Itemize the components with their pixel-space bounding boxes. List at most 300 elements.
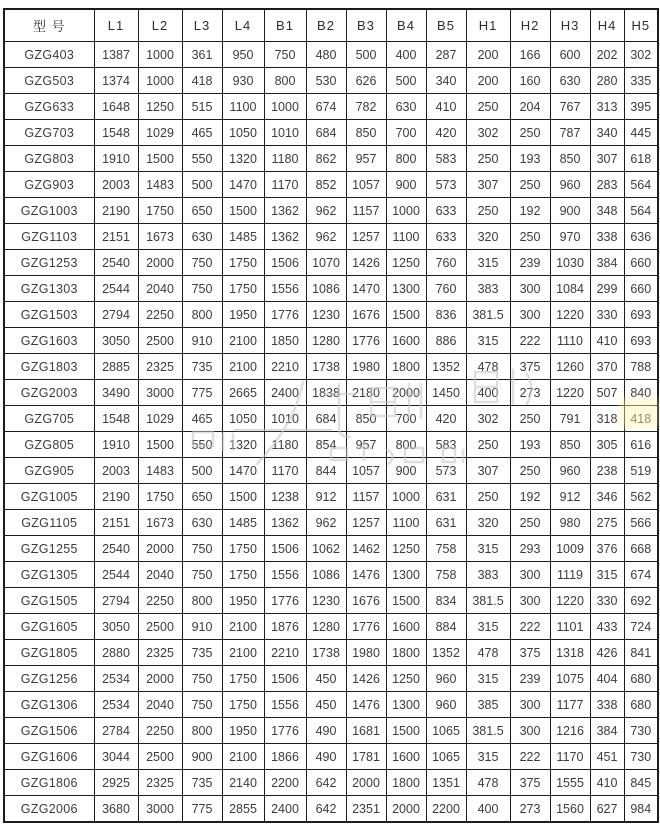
value-cell: 730 <box>624 744 658 770</box>
model-cell: GZG1253 <box>4 250 94 276</box>
value-cell: 1009 <box>550 536 590 562</box>
value-cell: 1110 <box>550 328 590 354</box>
value-cell: 1838 <box>306 380 346 406</box>
value-cell: 573 <box>426 458 466 484</box>
value-cell: 1548 <box>94 120 138 146</box>
table-row <box>4 432 658 458</box>
value-cell: 1560 <box>550 796 590 823</box>
column-header: B3 <box>346 9 386 42</box>
value-cell: 900 <box>386 458 426 484</box>
table-body <box>4 42 658 823</box>
value-cell: 500 <box>182 458 222 484</box>
value-cell: 1776 <box>264 588 306 614</box>
value-cell: 420 <box>426 406 466 432</box>
value-cell: 300 <box>510 718 550 744</box>
value-cell: 957 <box>346 432 386 458</box>
value-cell: 1910 <box>94 432 138 458</box>
value-cell: 1065 <box>426 744 466 770</box>
value-cell: 3050 <box>94 328 138 354</box>
value-cell: 1548 <box>94 406 138 432</box>
value-cell: 315 <box>466 744 510 770</box>
value-cell: 1374 <box>94 68 138 94</box>
model-cell: GZG2006 <box>4 796 94 823</box>
value-cell: 1180 <box>264 146 306 172</box>
column-header: H1 <box>466 9 510 42</box>
value-cell: 1000 <box>386 198 426 224</box>
value-cell: 852 <box>306 172 346 198</box>
table-row <box>4 718 658 744</box>
value-cell: 1676 <box>346 588 386 614</box>
value-cell: 1057 <box>346 172 386 198</box>
column-header: H4 <box>590 9 624 42</box>
value-cell: 1250 <box>138 94 182 120</box>
value-cell: 1250 <box>386 250 426 276</box>
value-cell: 674 <box>306 94 346 120</box>
value-cell: 884 <box>426 614 466 640</box>
table-row <box>4 250 658 276</box>
value-cell: 1750 <box>222 692 264 718</box>
value-cell: 693 <box>624 328 658 354</box>
value-cell: 1075 <box>550 666 590 692</box>
value-cell: 1776 <box>346 614 386 640</box>
value-cell: 583 <box>426 146 466 172</box>
value-cell: 758 <box>426 562 466 588</box>
table-row <box>4 666 658 692</box>
value-cell: 1230 <box>306 302 346 328</box>
value-cell: 307 <box>590 146 624 172</box>
model-cell: GZG1005 <box>4 484 94 510</box>
value-cell: 2534 <box>94 692 138 718</box>
value-cell: 775 <box>182 380 222 406</box>
value-cell: 490 <box>306 744 346 770</box>
value-cell: 1500 <box>138 146 182 172</box>
value-cell: 490 <box>306 718 346 744</box>
value-cell: 684 <box>306 120 346 146</box>
value-cell: 1250 <box>386 536 426 562</box>
value-cell: 1776 <box>264 718 306 744</box>
value-cell: 1238 <box>264 484 306 510</box>
value-cell: 1476 <box>346 562 386 588</box>
value-cell: 844 <box>306 458 346 484</box>
value-cell: 2351 <box>346 796 386 823</box>
value-cell: 1362 <box>264 224 306 250</box>
value-cell: 750 <box>182 250 222 276</box>
value-cell: 1506 <box>264 536 306 562</box>
value-cell: 2003 <box>94 458 138 484</box>
value-cell: 636 <box>624 224 658 250</box>
table-row <box>4 120 658 146</box>
value-cell: 2000 <box>138 536 182 562</box>
model-cell: GZG503 <box>4 68 94 94</box>
value-cell: 562 <box>624 484 658 510</box>
value-cell: 850 <box>346 406 386 432</box>
value-cell: 735 <box>182 770 222 796</box>
value-cell: 1500 <box>222 198 264 224</box>
value-cell: 1362 <box>264 510 306 536</box>
value-cell: 618 <box>624 146 658 172</box>
value-cell: 507 <box>590 380 624 406</box>
model-cell: GZG1305 <box>4 562 94 588</box>
value-cell: 1300 <box>386 692 426 718</box>
column-header: H2 <box>510 9 550 42</box>
column-header: L2 <box>138 9 182 42</box>
value-cell: 340 <box>590 120 624 146</box>
value-cell: 478 <box>466 640 510 666</box>
value-cell: 750 <box>182 276 222 302</box>
table-row <box>4 328 658 354</box>
value-cell: 2190 <box>94 484 138 510</box>
value-cell: 692 <box>624 588 658 614</box>
value-cell: 2190 <box>94 198 138 224</box>
value-cell: 383 <box>466 276 510 302</box>
value-cell: 1470 <box>222 172 264 198</box>
model-cell: GZG703 <box>4 120 94 146</box>
value-cell: 1065 <box>426 718 466 744</box>
value-cell: 1000 <box>386 484 426 510</box>
column-header: H5 <box>624 9 658 42</box>
value-cell: 283 <box>590 172 624 198</box>
value-cell: 631 <box>426 510 466 536</box>
value-cell: 1352 <box>426 354 466 380</box>
table-row <box>4 796 658 823</box>
model-cell: GZG2003 <box>4 380 94 406</box>
value-cell: 730 <box>624 718 658 744</box>
value-cell: 318 <box>590 406 624 432</box>
value-cell: 250 <box>510 172 550 198</box>
value-cell: 1280 <box>306 328 346 354</box>
value-cell: 1866 <box>264 744 306 770</box>
value-cell: 630 <box>386 94 426 120</box>
model-cell: GZG1803 <box>4 354 94 380</box>
value-cell: 900 <box>182 744 222 770</box>
value-cell: 340 <box>426 68 466 94</box>
value-cell: 1485 <box>222 224 264 250</box>
value-cell: 3000 <box>138 380 182 406</box>
value-cell: 1426 <box>346 250 386 276</box>
value-cell: 1681 <box>346 718 386 744</box>
value-cell: 385 <box>466 692 510 718</box>
model-cell: GZG1606 <box>4 744 94 770</box>
value-cell: 305 <box>590 432 624 458</box>
value-cell: 315 <box>590 562 624 588</box>
value-cell: 550 <box>182 432 222 458</box>
value-cell: 1676 <box>346 302 386 328</box>
value-cell: 300 <box>510 562 550 588</box>
value-cell: 2100 <box>222 328 264 354</box>
value-cell: 775 <box>182 796 222 823</box>
value-cell: 315 <box>466 328 510 354</box>
model-cell: GZG1255 <box>4 536 94 562</box>
value-cell: 2885 <box>94 354 138 380</box>
value-cell: 1450 <box>426 380 466 406</box>
value-cell: 2500 <box>138 328 182 354</box>
value-cell: 1500 <box>222 484 264 510</box>
value-cell: 674 <box>624 562 658 588</box>
value-cell: 2040 <box>138 692 182 718</box>
value-cell: 1057 <box>346 458 386 484</box>
value-cell: 650 <box>182 198 222 224</box>
value-cell: 791 <box>550 406 590 432</box>
value-cell: 375 <box>510 640 550 666</box>
value-cell: 680 <box>624 666 658 692</box>
value-cell: 376 <box>590 536 624 562</box>
model-cell: GZG1103 <box>4 224 94 250</box>
value-cell: 962 <box>306 224 346 250</box>
value-cell: 1180 <box>264 432 306 458</box>
value-cell: 238 <box>590 458 624 484</box>
value-cell: 1084 <box>550 276 590 302</box>
value-cell: 750 <box>182 666 222 692</box>
value-cell: 1157 <box>346 198 386 224</box>
value-cell: 2000 <box>386 796 426 823</box>
value-cell: 700 <box>386 406 426 432</box>
model-cell: GZG1506 <box>4 718 94 744</box>
table-row <box>4 744 658 770</box>
value-cell: 375 <box>510 770 550 796</box>
value-cell: 800 <box>182 588 222 614</box>
value-cell: 1260 <box>550 354 590 380</box>
value-cell: 1000 <box>138 42 182 68</box>
value-cell: 2003 <box>94 172 138 198</box>
value-cell: 960 <box>550 458 590 484</box>
value-cell: 960 <box>426 666 466 692</box>
value-cell: 1600 <box>386 614 426 640</box>
value-cell: 2200 <box>426 796 466 823</box>
table-row <box>4 276 658 302</box>
value-cell: 1177 <box>550 692 590 718</box>
value-cell: 287 <box>426 42 466 68</box>
value-cell: 2040 <box>138 562 182 588</box>
value-cell: 668 <box>624 536 658 562</box>
model-cell: GZG705 <box>4 406 94 432</box>
value-cell: 302 <box>466 406 510 432</box>
value-cell: 1070 <box>306 250 346 276</box>
value-cell: 361 <box>182 42 222 68</box>
value-cell: 1776 <box>264 302 306 328</box>
value-cell: 2000 <box>346 770 386 796</box>
value-cell: 758 <box>426 536 466 562</box>
value-cell: 193 <box>510 146 550 172</box>
model-cell: GZG903 <box>4 172 94 198</box>
value-cell: 1029 <box>138 406 182 432</box>
value-cell: 850 <box>550 432 590 458</box>
value-cell: 1555 <box>550 770 590 796</box>
value-cell: 1318 <box>550 640 590 666</box>
table-row <box>4 588 658 614</box>
value-cell: 404 <box>590 666 624 692</box>
value-cell: 193 <box>510 432 550 458</box>
value-cell: 900 <box>386 172 426 198</box>
value-cell: 250 <box>510 458 550 484</box>
value-cell: 160 <box>510 68 550 94</box>
value-cell: 782 <box>346 94 386 120</box>
value-cell: 910 <box>182 328 222 354</box>
value-cell: 2210 <box>264 640 306 666</box>
value-cell: 2250 <box>138 588 182 614</box>
value-cell: 2100 <box>222 354 264 380</box>
table-row <box>4 302 658 328</box>
value-cell: 338 <box>590 692 624 718</box>
table-row <box>4 640 658 666</box>
value-cell: 854 <box>306 432 346 458</box>
value-cell: 1476 <box>346 692 386 718</box>
value-cell: 250 <box>466 432 510 458</box>
value-cell: 330 <box>590 588 624 614</box>
value-cell: 1750 <box>138 198 182 224</box>
value-cell: 960 <box>550 172 590 198</box>
value-cell: 840 <box>624 380 658 406</box>
value-cell: 642 <box>306 796 346 823</box>
model-cell: GZG1303 <box>4 276 94 302</box>
table-row <box>4 354 658 380</box>
value-cell: 626 <box>346 68 386 94</box>
value-cell: 192 <box>510 198 550 224</box>
value-cell: 1738 <box>306 354 346 380</box>
value-cell: 750 <box>264 42 306 68</box>
value-cell: 788 <box>624 354 658 380</box>
value-cell: 315 <box>466 666 510 692</box>
table-row <box>4 146 658 172</box>
value-cell: 2000 <box>138 250 182 276</box>
value-cell: 735 <box>182 354 222 380</box>
value-cell: 2544 <box>94 562 138 588</box>
value-cell: 1220 <box>550 302 590 328</box>
value-cell: 250 <box>466 146 510 172</box>
value-cell: 1010 <box>264 406 306 432</box>
column-header: 型 号 <box>4 9 94 42</box>
value-cell: 960 <box>426 692 466 718</box>
model-cell: GZG1105 <box>4 510 94 536</box>
value-cell: 410 <box>590 770 624 796</box>
value-cell: 300 <box>510 276 550 302</box>
model-cell: GZG1256 <box>4 666 94 692</box>
value-cell: 750 <box>182 692 222 718</box>
value-cell: 420 <box>426 120 466 146</box>
value-cell: 1910 <box>94 146 138 172</box>
value-cell: 984 <box>624 796 658 823</box>
value-cell: 2140 <box>222 770 264 796</box>
value-cell: 1556 <box>264 562 306 588</box>
value-cell: 3490 <box>94 380 138 406</box>
value-cell: 850 <box>550 146 590 172</box>
value-cell: 1250 <box>386 666 426 692</box>
value-cell: 1300 <box>386 562 426 588</box>
value-cell: 250 <box>510 406 550 432</box>
value-cell: 1750 <box>222 562 264 588</box>
value-cell: 222 <box>510 328 550 354</box>
value-cell: 515 <box>182 94 222 120</box>
table-row <box>4 562 658 588</box>
value-cell: 2100 <box>222 614 264 640</box>
value-cell: 2540 <box>94 250 138 276</box>
table-row <box>4 42 658 68</box>
value-cell: 1470 <box>222 458 264 484</box>
value-cell: 2855 <box>222 796 264 823</box>
value-cell: 630 <box>182 224 222 250</box>
value-cell: 1351 <box>426 770 466 796</box>
value-cell: 910 <box>182 614 222 640</box>
value-cell: 1980 <box>346 354 386 380</box>
value-cell: 2151 <box>94 224 138 250</box>
model-cell: GZG1805 <box>4 640 94 666</box>
value-cell: 2200 <box>264 770 306 796</box>
value-cell: 566 <box>624 510 658 536</box>
value-cell: 957 <box>346 146 386 172</box>
model-cell: GZG905 <box>4 458 94 484</box>
value-cell: 1230 <box>306 588 346 614</box>
value-cell: 1738 <box>306 640 346 666</box>
value-cell: 962 <box>306 198 346 224</box>
value-cell: 841 <box>624 640 658 666</box>
model-cell: GZG1603 <box>4 328 94 354</box>
value-cell: 500 <box>182 172 222 198</box>
value-cell: 250 <box>510 120 550 146</box>
value-cell: 564 <box>624 172 658 198</box>
value-cell: 2794 <box>94 588 138 614</box>
value-cell: 204 <box>510 94 550 120</box>
value-cell: 1750 <box>222 276 264 302</box>
value-cell: 1950 <box>222 718 264 744</box>
value-cell: 962 <box>306 510 346 536</box>
value-cell: 293 <box>510 536 550 562</box>
value-cell: 650 <box>182 484 222 510</box>
value-cell: 1781 <box>346 744 386 770</box>
value-cell: 1470 <box>346 276 386 302</box>
value-cell: 900 <box>550 198 590 224</box>
value-cell: 2325 <box>138 640 182 666</box>
value-cell: 800 <box>182 718 222 744</box>
value-cell: 2544 <box>94 276 138 302</box>
value-cell: 760 <box>426 250 466 276</box>
value-cell: 2665 <box>222 380 264 406</box>
value-cell: 400 <box>386 42 426 68</box>
value-cell: 202 <box>590 42 624 68</box>
value-cell: 836 <box>426 302 466 328</box>
value-cell: 3050 <box>94 614 138 640</box>
value-cell: 760 <box>426 276 466 302</box>
value-cell: 573 <box>426 172 466 198</box>
value-cell: 300 <box>510 692 550 718</box>
value-cell: 633 <box>426 224 466 250</box>
value-cell: 750 <box>182 536 222 562</box>
value-cell: 1850 <box>264 328 306 354</box>
model-cell: GZG1605 <box>4 614 94 640</box>
value-cell: 886 <box>426 328 466 354</box>
value-cell: 465 <box>182 120 222 146</box>
column-header: B5 <box>426 9 466 42</box>
value-cell: 800 <box>264 68 306 94</box>
value-cell: 630 <box>182 510 222 536</box>
value-cell: 338 <box>590 224 624 250</box>
value-cell: 300 <box>510 302 550 328</box>
value-cell: 680 <box>624 692 658 718</box>
value-cell: 250 <box>466 484 510 510</box>
value-cell: 500 <box>386 68 426 94</box>
value-cell: 2040 <box>138 276 182 302</box>
value-cell: 800 <box>386 146 426 172</box>
value-cell: 465 <box>182 406 222 432</box>
value-cell: 500 <box>346 42 386 68</box>
model-cell: GZG1306 <box>4 692 94 718</box>
value-cell: 222 <box>510 614 550 640</box>
value-cell: 330 <box>590 302 624 328</box>
column-header: L3 <box>182 9 222 42</box>
value-cell: 1500 <box>138 432 182 458</box>
value-cell: 1506 <box>264 250 306 276</box>
value-cell: 519 <box>624 458 658 484</box>
table-row <box>4 458 658 484</box>
value-cell: 418 <box>624 406 658 432</box>
